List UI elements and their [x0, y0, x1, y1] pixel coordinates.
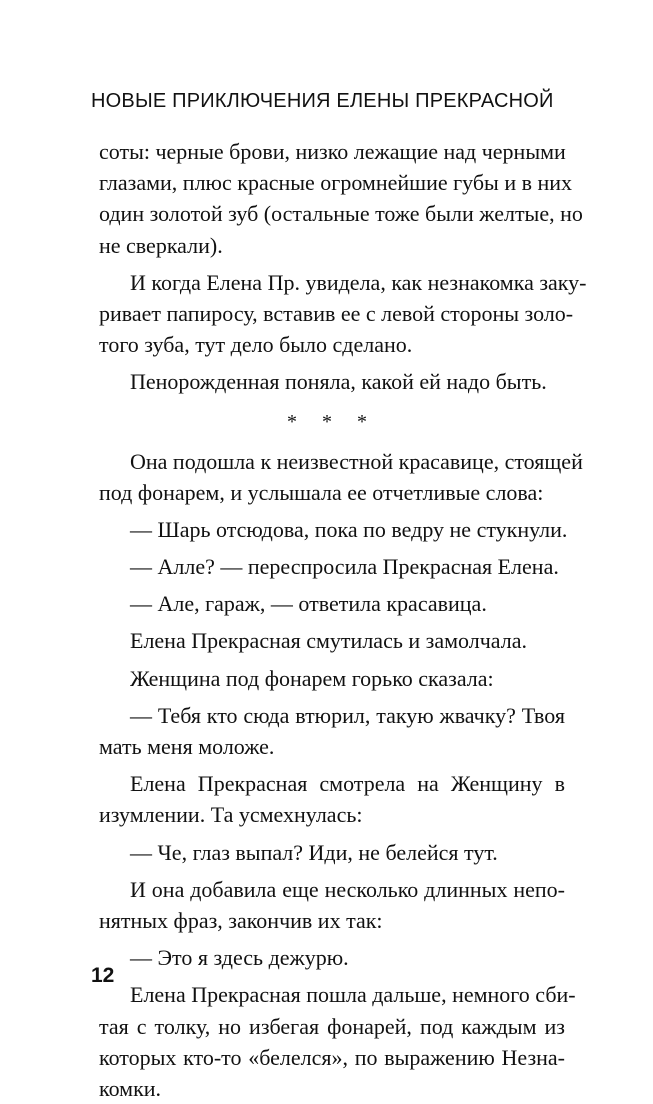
text-line: Она подошла к неизвестной красавице, стоящей: [130, 448, 583, 474]
text-line: один золотой зуб (остальные тоже были желтые, но: [99, 201, 583, 227]
text-line: Елена Прекрасная смотрела на Женщину в: [130, 771, 565, 797]
text-line: изумлении. Та усмехнулась:: [99, 802, 363, 828]
section-separator: * * *: [287, 410, 377, 433]
text-line: под фонарем, и услышала ее отчетливые слова:: [99, 479, 544, 505]
text-line: Женщина под фонарем горько сказала:: [130, 665, 494, 691]
text-line: нятных фраз, закончив их так:: [99, 907, 383, 933]
dialogue-line: — Это я здесь дежурю.: [130, 945, 349, 971]
text-line: Елена Прекрасная пошла дальше, немного сби-: [130, 982, 576, 1008]
text-line: глазами, плюс красные огромнейшие губы и в них: [99, 170, 573, 196]
text-line: Пенорожденная поняла, какой ей надо быть.: [130, 369, 547, 395]
running-head: НОВЫЕ ПРИКЛЮЧЕНИЯ ЕЛЕНЫ ПРЕКРАСНОЙ: [91, 90, 554, 112]
dialogue-line: — Але, гараж, — ответила красавица.: [130, 591, 487, 617]
text-line: мать меня моложе.: [99, 734, 275, 759]
text-line: соты: черные брови, низко лежащие над черными: [99, 139, 566, 164]
text-line: И она добавила еще несколько длинных непо-: [130, 876, 565, 902]
text-line: не сверкали).: [99, 232, 223, 258]
text-line: которых кто-то «белелся», по выражению Незна-: [99, 1044, 565, 1070]
dialogue-line: — Алле? — переспросила Прекрасная Елена.: [130, 554, 559, 580]
text-line: И когда Елена Пр. увидела, как незнакомка заку-: [130, 269, 587, 295]
dialogue-line: — Шарь отсюдова, пока по ведру не стукнули.: [130, 516, 568, 542]
body-text: [99, 136, 587, 1104]
dialogue-line: — Че, глаз выпал? Иди, не белейся тут.: [130, 839, 498, 865]
page-number: 12: [91, 964, 115, 987]
text-line: тая с толку, но избегая фонарей, под каждым из: [99, 1013, 565, 1039]
dialogue-line: — Тебя кто сюда втюрил, такую жвачку? Твоя: [130, 702, 565, 728]
text-line: Елена Прекрасная смутилась и замолчала.: [130, 628, 527, 654]
text-line: того зуба, тут дело было сделано.: [99, 332, 413, 358]
text-line: комки.: [99, 1075, 162, 1101]
text-line: ривает папиросу, вставив ее с левой стороны золо-: [99, 300, 574, 326]
